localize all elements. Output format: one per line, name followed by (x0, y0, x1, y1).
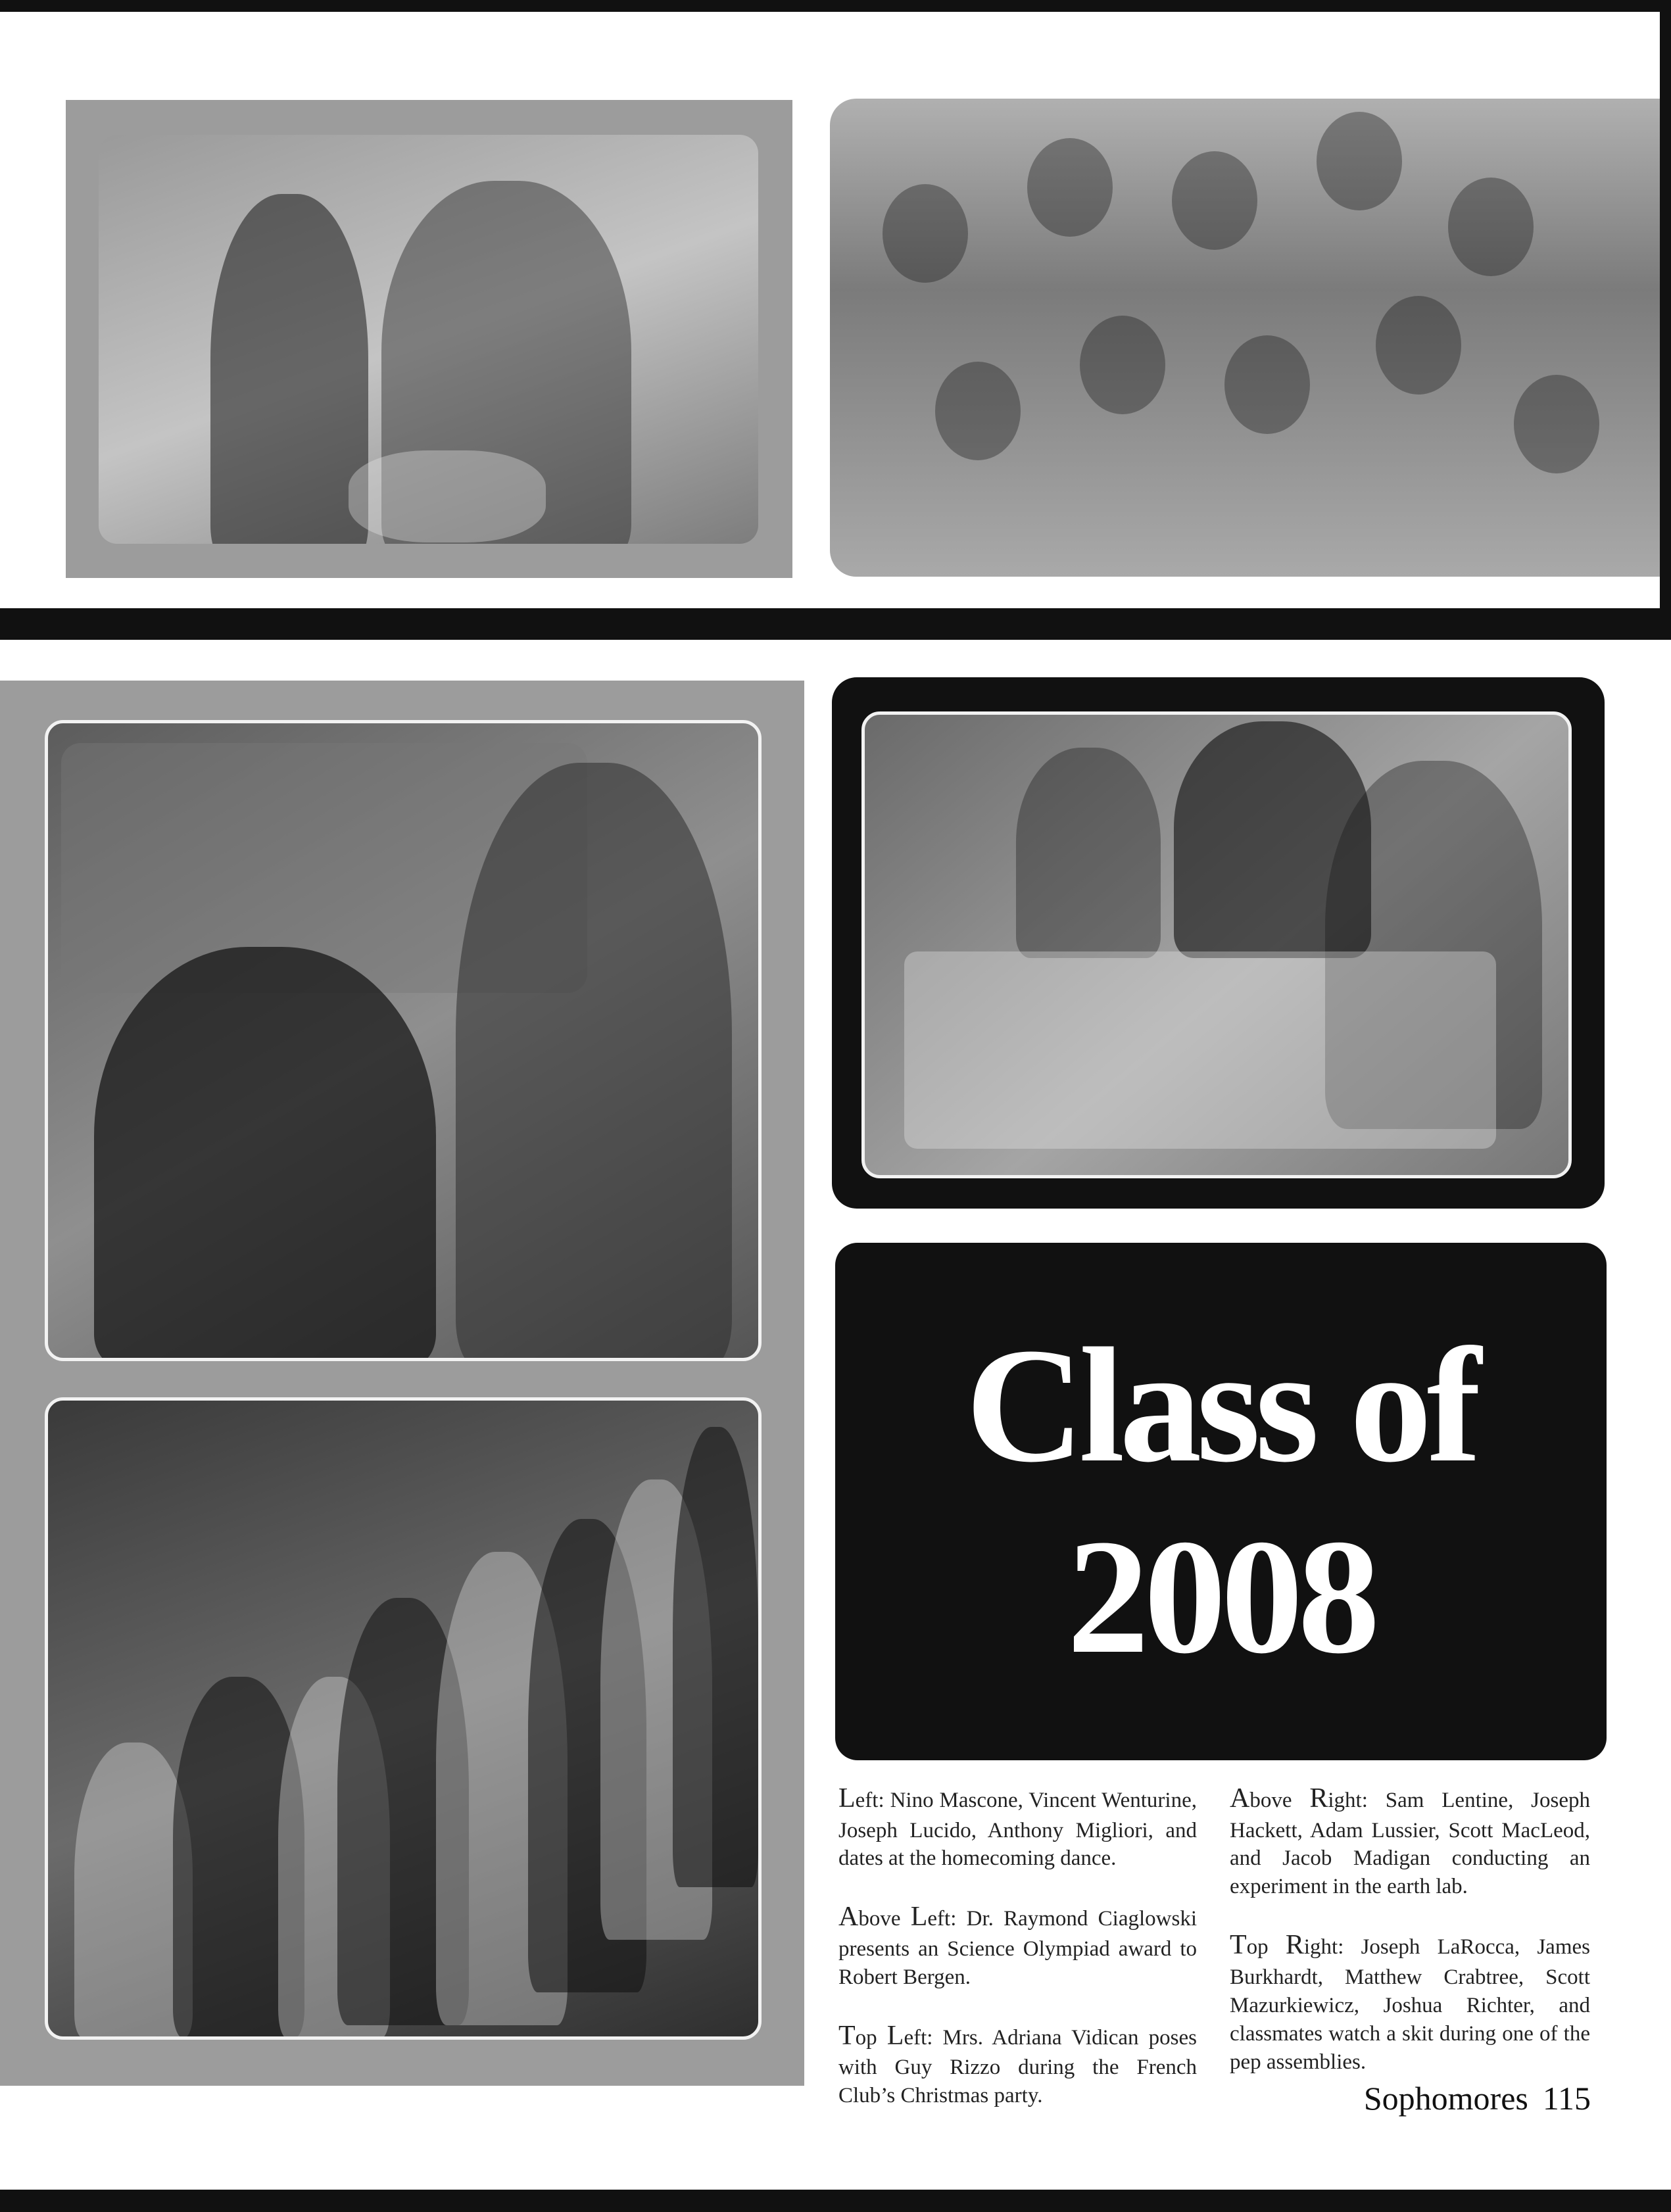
table-shape (904, 951, 1496, 1149)
caption-above-left: Above Left: Dr. Raymond Ciaglowski presents an Science Olympiad award to Robert Bergen. (838, 1902, 1197, 1989)
person-silhouette (94, 947, 436, 1361)
crowd-head (1224, 335, 1310, 434)
right-edge-band (1660, 0, 1671, 638)
mid-right-photo (861, 711, 1572, 1178)
caption-above-right: Above Right: Sam Lentine, Joseph Hackett, Adam Lussier, Scott MacLeod, and Jacob Madigan conducting an experiment in the earth lab. (1230, 1783, 1590, 1899)
crowd-head (1448, 178, 1534, 276)
crowd-head (1172, 151, 1257, 250)
caption-column-right (1230, 1781, 1590, 2102)
caption-top-right: Top Right: Joseph LaRocca, James Burkhardt, Matthew Crabtree, Scott Mazurkiewicz, Joshua Richter, and classmates watch a skit during one of the pep assemblies. (1230, 1930, 1590, 2074)
top-right-photo (830, 99, 1660, 577)
person-silhouette (1016, 748, 1161, 958)
page-folio (1364, 2079, 1591, 2117)
crowd-head (1376, 296, 1461, 395)
bottom-left-photo (45, 1397, 762, 2040)
top-border-band (0, 0, 1671, 12)
caption-top-left: Top Left: Mrs. Adriana Vidican poses with Guy Rizzo during the French Club’s Christmas party. (838, 2020, 1198, 2108)
crowd-head (1317, 112, 1402, 210)
mid-left-photo (45, 720, 762, 1361)
person-silhouette (456, 763, 732, 1361)
bottom-border-band (0, 2190, 1671, 2212)
crowd-head (1080, 316, 1165, 414)
caption-left: Left: Nino Mascone, Vincent Wenturine, Joseph Lucido, Anthony Migliori, and dates at the homecoming dance. (838, 1783, 1197, 1871)
crowd-head (1514, 375, 1599, 473)
crowd-head (935, 362, 1021, 460)
folio-section: Sophomores (1363, 2080, 1528, 2117)
crowd-head (1027, 138, 1113, 237)
top-left-photo (99, 135, 758, 544)
person-silhouette (210, 194, 368, 544)
person-silhouette (673, 1427, 758, 1887)
caption-column-left (838, 1781, 1197, 2136)
cake-shape (349, 450, 546, 542)
folio-page-number: 115 (1542, 2080, 1591, 2117)
crowd-head (883, 184, 968, 283)
class-title-line2: 2008 (1067, 1505, 1375, 1688)
class-title-line1: Class of (965, 1314, 1476, 1497)
class-title-block (835, 1243, 1607, 1760)
middle-divider-band (0, 608, 1671, 640)
